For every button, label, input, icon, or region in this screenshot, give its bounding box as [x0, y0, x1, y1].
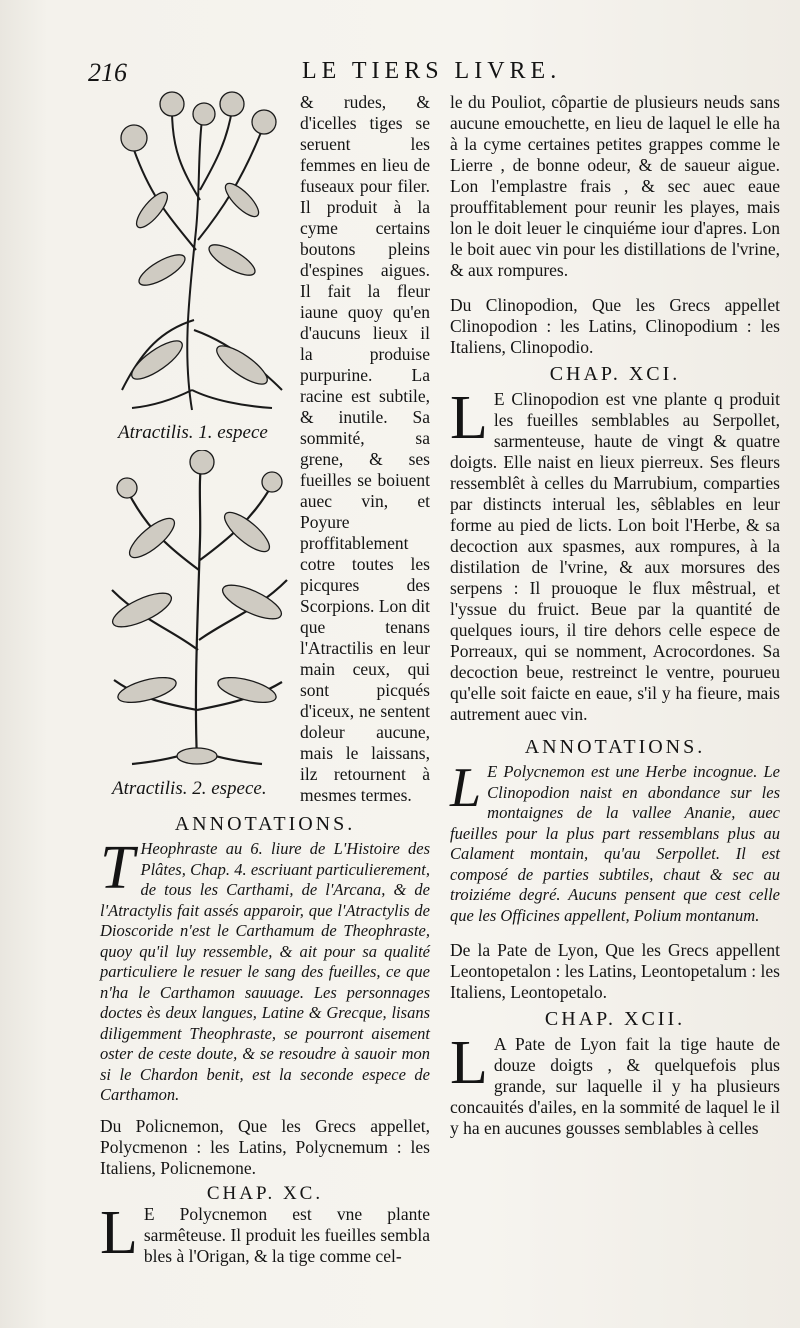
drop-cap: L	[450, 384, 488, 452]
policnemon-intro: Du Policnemon, Que les Grecs appellet, Polycmenon : les Latins, Polycnemum : les Italiens, Policnemone.	[100, 1115, 430, 1178]
drop-cap: L	[450, 1029, 488, 1097]
atractilis-description: & rudes, & d'icelles tiges se seruent les femmes en lieu de fuseaux pour filer. Il produit à la cyme certains boutons pleins d'espines aigues. Il fait la fleur iaune quoy qu'en d'aucuns lieux il la produise purpurine. La racine est subtile, & inutile. Sa sommité, sa grene, & ses fueilles se boiuent auec vin, et Poyure proffitablement cotre toutes les picqures des Scorpions. Lon dit que tenans l'Atractilis en leur main ceux, qui sont picqués d'iceux, ne sentent doleur aucune, mais le laissans, ilz retournent à mesmes termes.	[300, 92, 430, 805]
left-column-lower	[100, 808, 430, 1267]
figure-1-caption: Atractilis. 1. espece	[118, 422, 268, 443]
drop-cap: L	[100, 1198, 138, 1267]
chapter-heading-90: CHAP. XC.	[206, 1182, 324, 1204]
drop-cap: L	[450, 757, 482, 819]
pouliot-continuation: le du Pouliot, côpartie de plusieurs neuds sans aucune emouchette, en lieu de laquel le elle ha à la cyme certaines petites grappes comme le Lierre , de bonne odeur, & de saueur aigue. Lon l'emplastre frais , & sec auec eaue prouffitablement pour reunir les playes, mais lon le doit leuer le cinquiéme iour d'apres. Lon le boit auec vin pour les distillations de l'vrine, & aux rompures.	[450, 92, 780, 280]
running-title: LE TIERS LIVRE.	[302, 58, 562, 84]
chapter-92-paragraph: L A Pate de Lyon fait la tige haute de douze doigts , & quelquefois plus grande, sur laquelle il y ha plusieurs concauités d'ailes, en la sommité de laquel le il y ha en aucunes gousses semblables à celles	[450, 1029, 780, 1138]
right-column	[450, 92, 780, 1139]
folio-number: 216	[88, 58, 127, 87]
thistle-illustration-1	[112, 90, 292, 420]
annotations-paragraph-right: L E Polycnemon est une Herbe incognue. Le Clinopodion naist en abondance sur les montaignes de la vallee Ananie, auec fueilles pour la plus part ressemblans plus au Calament montain, qu'au Serpollet. Il est composé de parties subtiles, chaut & sec au troiziéme degré. Aucuns pensent que cest celle que les Officines appellent, Polium montanum.	[450, 757, 780, 925]
left-column-text	[300, 92, 430, 806]
annotations-paragraph: T Heophraste au 6. liure de L'Histoire des Plâtes, Chap. 4. escriuant particulierement, de tous les Carthami, de l'Arcana, & de l'Atractylis fait assés apparoir, que l'Atractylis de Dioscoride n'est le Carthamum de Theophraste, quoy qu'il luy ressemble, & ait pour sa qualité particuliere le resuer le sang des fueilles, ce que n'ha le Carthamon sauuage. Les personnages doctes ès deux langues, Latine & Grecque, lisans diligemment Theophraste, se pourront aisement oster de ceste doute, & se resoudre à sauoir mon si le Chardon benit, est la seconde espece de Carthamon.	[100, 834, 430, 1104]
clinopodion-intro: Du Clinopodion, Que les Grecs appellet Clinopodion : les Latins, Clinopodium : les Italiens, Clinopodio.	[450, 295, 780, 357]
chapter-91-paragraph: L E Clinopodion est vne plante q produit les fueilles semblables au Serpollet, sarmenteuse, haute de vingt & quatre doigts. Elle naist en lieux pierreux. Ses fleurs ressemblêt à celles du Marrubium, comparties par distincts interual les, sêblables en leur forme au pied de licts. Lon boit l'Herbe, & sa decoction aux spasmes, aux rompures, à la distilation de l'vrine, & aux morsures des serpens : Il prouoque le flux mêstrual, et l'yssue du fruict. Beue par la quantité de quelques iours, il tire dehors celle espece de Porreaux, qui se nomment, Acrocordones. Sa decoction beue, restreinct le ventre, pourueu qu'elle soit faicte en eaue, s'il y ha fieure, mais autrement auec vin.	[450, 384, 780, 724]
page-header	[88, 58, 728, 88]
chapter-heading-91: CHAP. XCI.	[549, 363, 681, 385]
leontopetalon-intro: De la Pate de Lyon, Que les Grecs appellent Leontopetalon : les Latins, Leontopetalum : les Italiens, Leontopetalo.	[450, 940, 780, 1002]
annotations-heading-right: ANNOTATIONS.	[524, 736, 706, 758]
chapter-90-paragraph: L E Polycnemon est vne plante sarmêteuse. Il produit les fueilles sembla bles à l'Origan, & la tige comme cel-	[100, 1198, 430, 1267]
drop-cap: T	[100, 834, 135, 902]
chapter-heading-92: CHAP. XCII.	[544, 1008, 686, 1030]
annotations-heading: ANNOTATIONS.	[174, 813, 356, 835]
figure-2-caption: Atractilis. 2. espece.	[112, 778, 267, 799]
thistle-illustration-2	[102, 450, 292, 770]
